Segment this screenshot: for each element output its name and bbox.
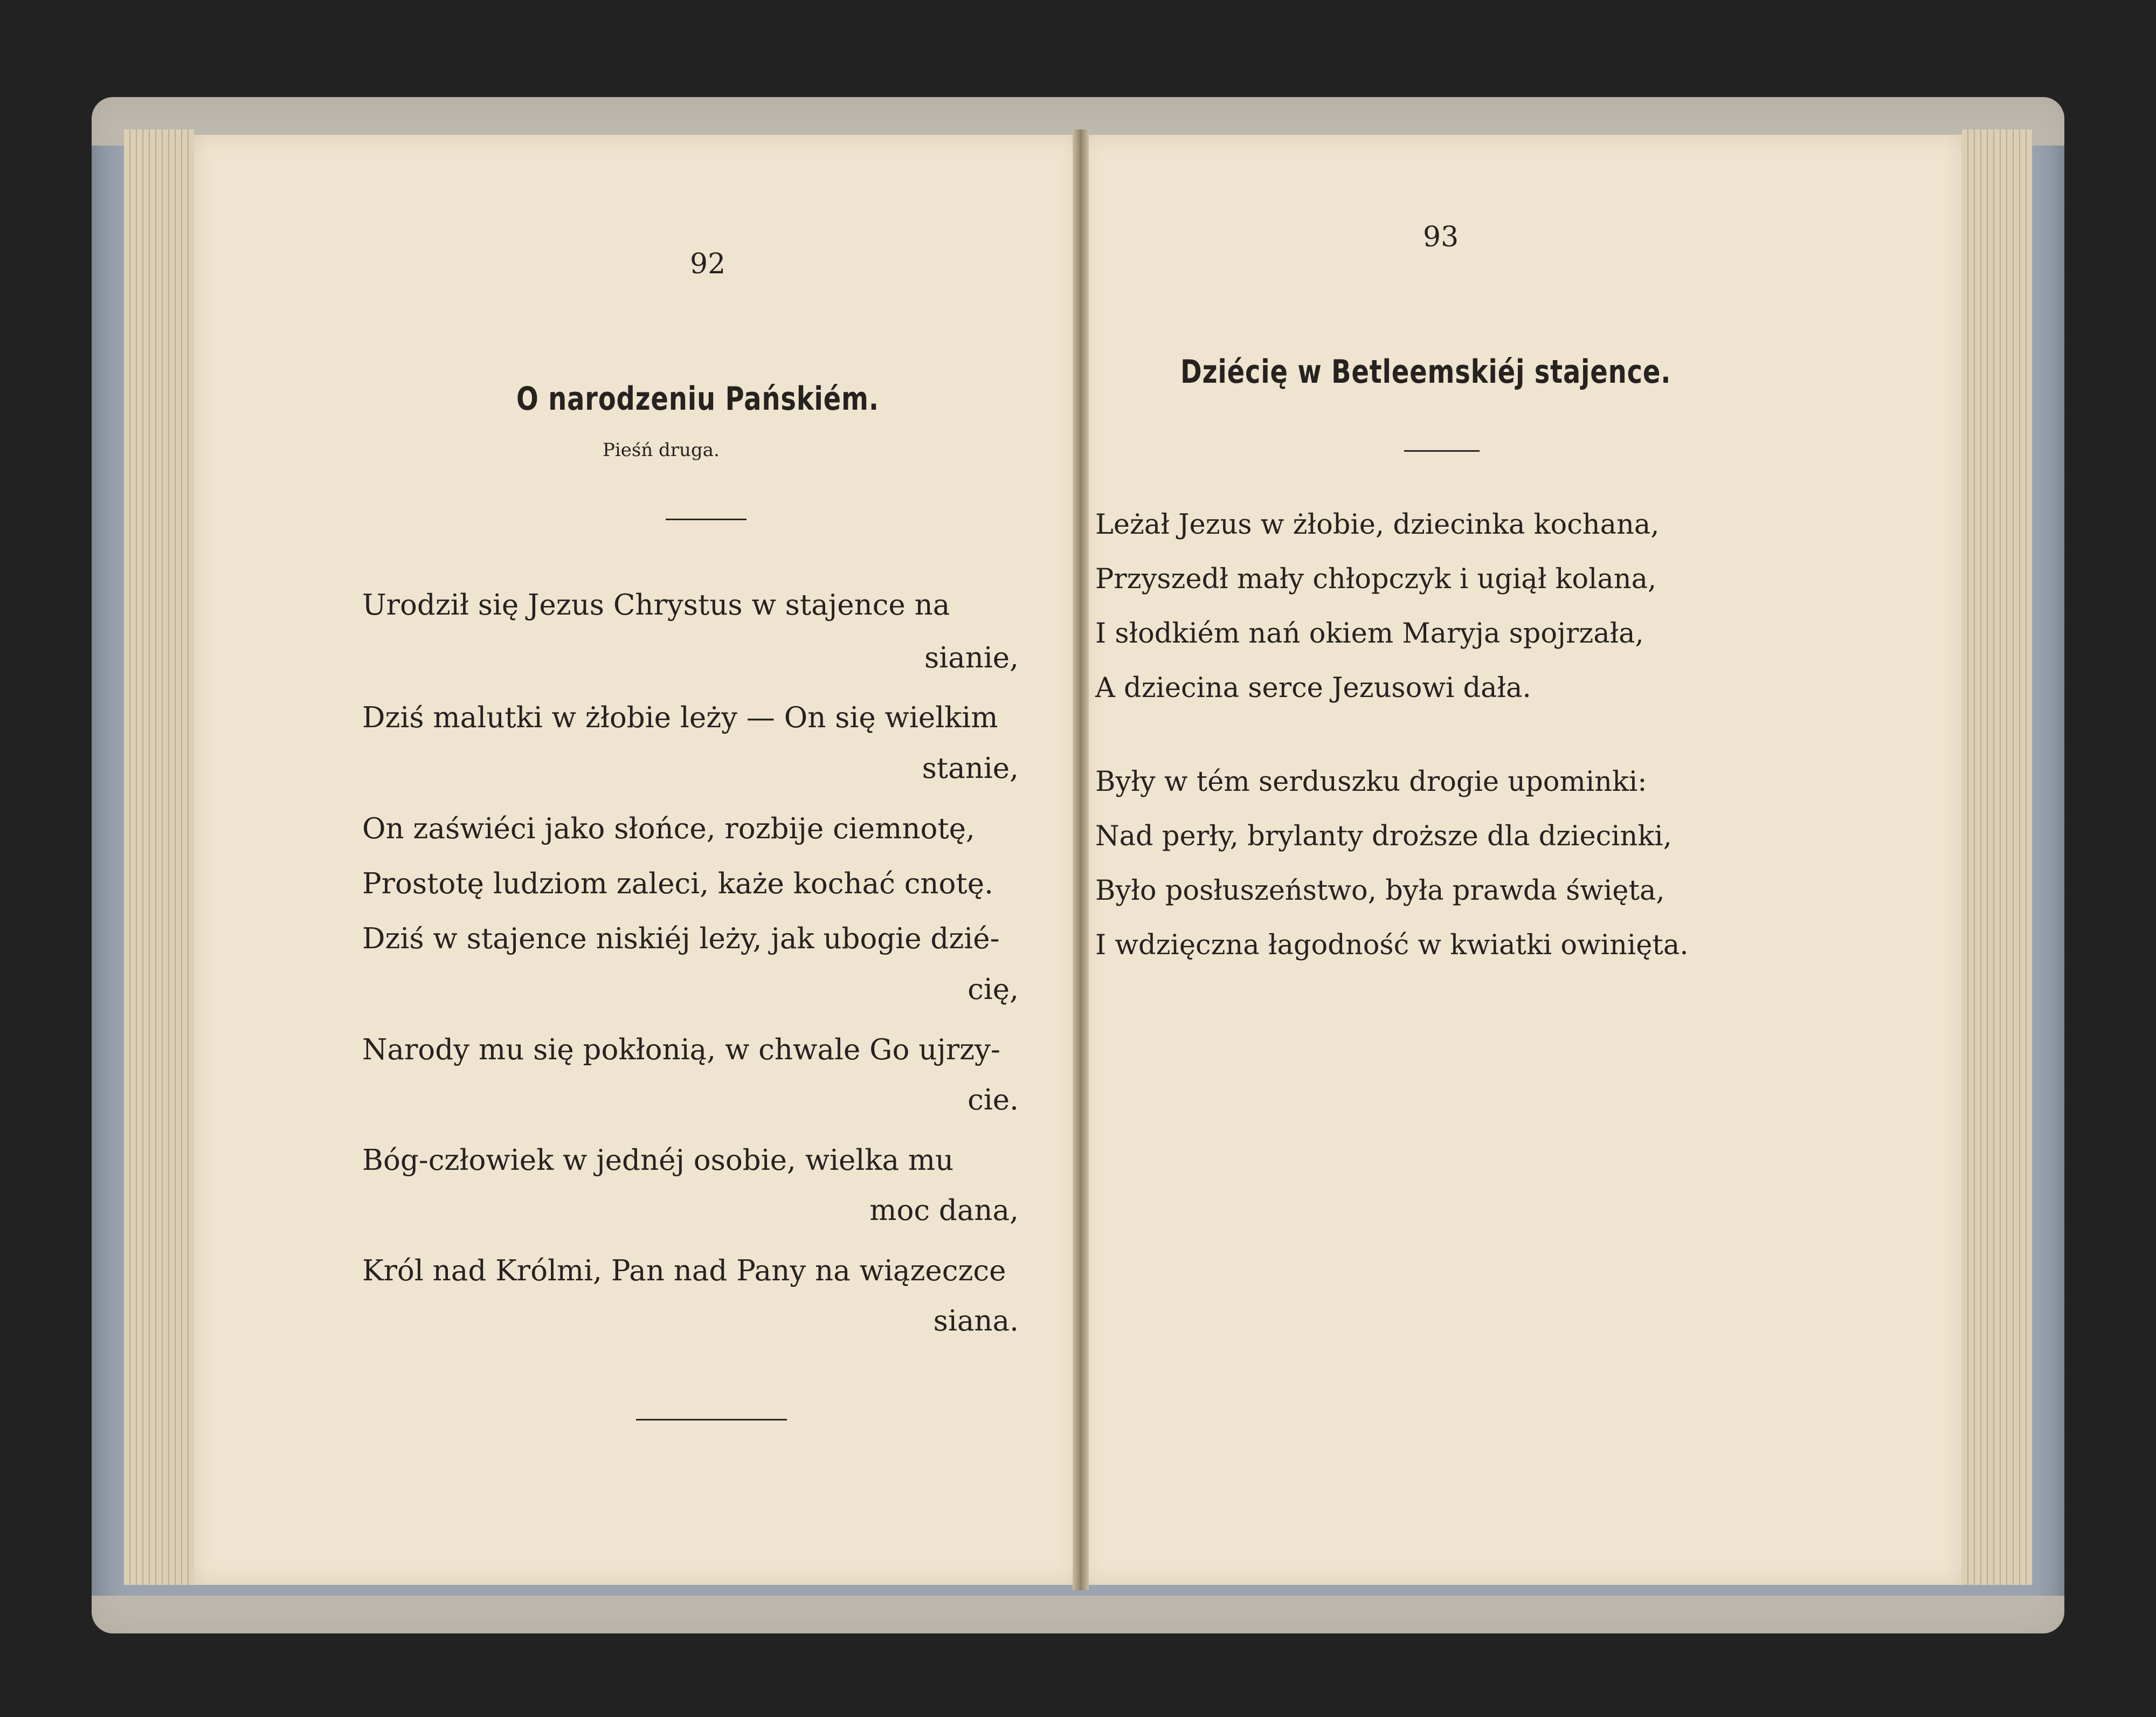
verse-line-continuation: siana. (933, 1305, 1019, 1337)
page-title-left: O narodzeniu Pańskiém. (516, 380, 879, 418)
verse-line-continuation: cię, (968, 973, 1019, 1006)
verse-line-continuation: cie. (968, 1084, 1019, 1116)
verse-line: Prostotę ludziom zaleci, każe kochać cnotę. (362, 867, 993, 900)
book-gutter (1073, 129, 1089, 1590)
verse-line: Dziś malutki w żłobie leży — On się wielkim (362, 701, 998, 734)
divider-left-bottom (636, 1419, 787, 1421)
verse-line: Urodził się Jezus Chrystus w stajence na (362, 589, 950, 622)
verse-line: Król nad Królmi, Pan nad Pany na wiązeczce (362, 1254, 1006, 1287)
verse-line: A dziecina serce Jezusowi dała. (1095, 672, 1531, 704)
cover-cloth-bottom (92, 1596, 2064, 1633)
divider-right-top (1404, 450, 1480, 452)
verse-line: Przyszedł mały chłopczyk i ugiął kolana, (1095, 563, 1657, 595)
verse-line: Narody mu się pokłonią, w chwale Go ujrzy- (362, 1033, 1000, 1066)
verse-line: Było posłuszeństwo, była prawda święta, (1095, 875, 1665, 907)
page-number-left: 92 (690, 248, 726, 280)
verse-line: Były w tém serduszku drogie upominki: (1095, 766, 1647, 798)
verse-line: I słodkiém nań okiem Maryja spojrzała, (1095, 618, 1644, 650)
verse-line: I wdzięczna łagodność w kwiatki owinięta. (1095, 929, 1689, 961)
verse-line: Nad perły, brylanty droższe dla dziecinki, (1095, 820, 1672, 852)
verse-line-continuation: moc dana, (869, 1194, 1019, 1227)
page-number-right: 93 (1423, 221, 1459, 253)
page-edges-right (1962, 129, 2032, 1585)
verse-line: Bóg-człowiek w jednéj osobie, wielka mu (362, 1144, 954, 1177)
divider-left-top (666, 519, 747, 520)
verse-line-continuation: sianie, (924, 642, 1019, 674)
verse-line-continuation: stanie, (922, 752, 1019, 785)
verse-line: Dziś w stajence niskiéj leży, jak ubogie dzié- (362, 922, 1000, 955)
subtitle-left: Pieśń druga. (603, 439, 720, 461)
verse-line: On zaświéci jako słońce, rozbije ciemnotę, (362, 812, 975, 845)
verse-line: Leżał Jezus w żłobie, dziecinka kochana, (1095, 509, 1660, 541)
page-title-right: Dziécię w Betleemskiéj stajence. (1180, 353, 1671, 391)
page-edges-left (124, 129, 194, 1585)
